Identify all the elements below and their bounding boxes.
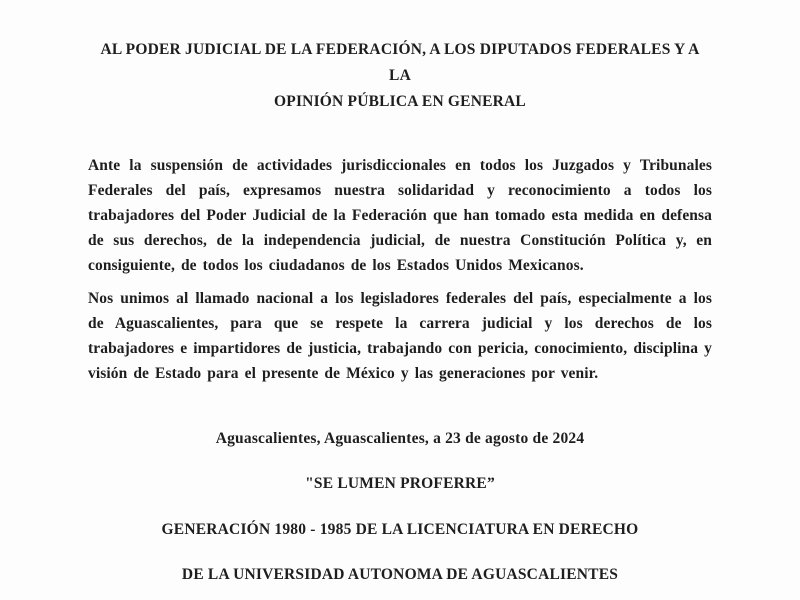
university-line: DE LA UNIVERSIDAD AUTONOMA DE AGUASCALIENTES [181,566,619,583]
document-title-line-1: AL PODER JUDICIAL DE LA FEDERACIÓN, A LOS DIPUTADOS FEDERALES Y A LA [100,41,700,84]
document-title [88,37,712,115]
generation-line: GENERACIÓN 1980 - 1985 DE LA LICENCIATURA EN DERECHO [161,521,639,538]
document-title-line-2: OPINIÓN PÚBLICA EN GENERAL [274,93,526,110]
dateline: Aguascalientes, Aguascalientes, a 23 de agosto de 2024 [215,430,585,447]
paragraph-call-to-legislators: Nos unimos al llamado nacional a los legisladores federales del país, especialmente a los de Aguascalientes, para que se respete la carrera judicial y los derechos de los trabajadores e impartidores de justicia, trabajando con pericia, conocimiento, disciplina y visión de Estado para el presente de México y las generaciones por venir. [88,290,712,382]
paragraph-solidarity: Ante la suspensión de actividades jurisdiccionales en todos los Juzgados y Tribunales Federales del país, expresamos nuestra solidaridad y reconocimiento a todos los trabajadores del Poder Judicial de la Federación que han tomado esta medida en defensa de sus derechos, de la independencia judicial, de nuestra Constitución Política y, en consiguiente, de todos los ciudadanos de los Estados Unidos Mexicanos. [88,157,712,274]
motto-line: "SE LUMEN PROFERRE” [305,475,495,492]
